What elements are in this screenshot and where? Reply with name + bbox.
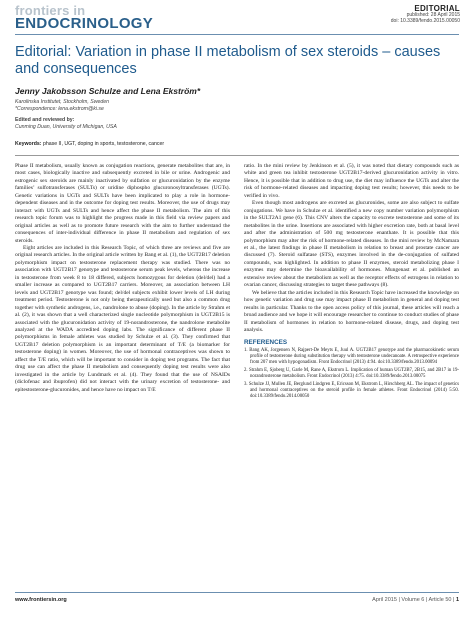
- footer-divider: [15, 592, 459, 593]
- journal-logo-line2: ENDOCRINOLOGY: [15, 15, 154, 32]
- affiliation: Karolinska Institutet, Stockholm, Sweden: [15, 99, 109, 105]
- reference-item[interactable]: 1. Bang AK, Jorgensen N, Rajpert-De Meyts E, Juul A. UGT2B17 genotype and the pharmacokinetic serum profile of testosterone during substitution therapy with testosterone undecanoate. A retrospective experience from 207 men with hypogonadism. Front Endocrinol (2013) 4:94. doi:10.3389/fendo.2013.00094: [244, 347, 459, 366]
- article-title: Editorial: Variation in phase II metabolism of sex steroids – causes and consequences: [15, 44, 441, 77]
- citation-text: April 2015 | Volume 6 | Article 50 |: [372, 597, 455, 603]
- article-citation: [372, 597, 459, 603]
- journal-logo[interactable]: [15, 4, 153, 31]
- body-paragraph: We believe that the articles included in this Research Topic have increased the knowledge on how genetic variation and drug use may impact phase II metabolism in general and doping test results in particular. Thanks to the open access policy of this journal, these articles will reach a broad audience and we hope it will encourage researcher to continue to conduct studies of phase II metabolism of hormones in relation to hormone-related disease, drugs, and doping test analysis.: [244, 289, 459, 333]
- keywords-value: phase II, UGT, doping in sports, testosterone, cancer: [42, 141, 165, 147]
- header-divider: [15, 34, 459, 35]
- author-info: [15, 99, 117, 131]
- body-column-right: [244, 163, 459, 402]
- article-type: EDITORIAL: [414, 4, 460, 13]
- body-paragraph: Even though most androgens are excreted as glucuronides, some are also subject to sulfate conjugations. We have in Schulze et al. identified a new copy number variation polymorphism in the SULT2A1 gene (6). This CNV alters the capacity to excrete testosterone and some of its metabolites in the urine. Insertions are associated with higher excretion rate, both at basal level and after the administration of 500 mg testosterone enanthate. It is possible that this polymorphism may alter the risk of hormone-related diseases. In the mini review by McNamara et al., the latest findings in phase II metabolism in relation to breast and prostate cancer are discussed (7). Steroid sulfatase (STS), enzymes involved in the de-conjugation of sulfated compounds, was highlighted. In addition to phase II enzymes, steroid metabolizing phase I enzymes may determine the bioavailability of hormones. Mungenast et al. published an extensive review about the metabolism as well as the receptor effects of estrogens in relation to ovarian cancer, discussing strategies to target these pathways (8).: [244, 200, 459, 289]
- references-heading: REFERENCES: [244, 339, 288, 347]
- body-column-left: [15, 163, 230, 394]
- journal-logo-line1: frontiers in: [15, 3, 86, 18]
- keywords: [15, 141, 164, 147]
- article-authors: Jenny Jakobsson Schulze and Lena Ekström*: [15, 86, 201, 96]
- journal-url[interactable]: www.frontiersin.org: [15, 597, 67, 603]
- published-date: published: 28 April 2015: [406, 12, 460, 19]
- reference-item[interactable]: 3. Schulze JJ, Mullen JE, Berglund Lindgren E, Ericsson M, Ekstrom L, Hirschberg AL. The impact of genetics and hormonal contraceptives on the steroid profile in female athletes. Front Endocrinol (2014) 5:50. doi:10.3389/fendo.2014.00050: [244, 381, 459, 400]
- reference-item[interactable]: 2. Strahm E, Sjoberg U, Garle M, Rane A, Ekstrom L. Implication of human UGT2B7, 2B15, and 2B17 in 19-norandrosterone metabolism. Front Endocrinol (2013) 4:75. doi:10.3389/fendo.2013.00075: [244, 367, 459, 380]
- body-paragraph: Phase II metabolism, usually known as conjugation reactions, generate metabolites that are, in most cases, biologically inactive and subsequently excreted in bile or urine. Androgenic and estrogenic sex steroids are mainly inactivated by sulfation or glucuronidation by the enzyme families’ sulfotransferases (SULTs) or uridine diphospho glucuronosyltransferases (UGTs). Genetic variations in UGTs and SULTs have been implicated to play a role in hormone-dependent diseases and in the outcome for doping test results. Moreover, the use of drugs may interact with UGTs and SULTs and hence affect the phase II metabolism. The aim of this research topic forum was to highlight the progress made in this field via review papers and original articles as well as to promote future research with the aim to further understand the consequences of inter-individual difference in phase II metabolism and regulation of sex steroids.: [15, 163, 230, 244]
- page-number: 1: [455, 597, 459, 603]
- edited-by-label: Edited and reviewed by:: [15, 117, 75, 124]
- abstract-divider: [15, 155, 459, 156]
- body-paragraph: ratio. In the mini review by Jenkinson et al. (5), it was noted that dietary compounds such as white and green tea inhibit testosterone UGT2B17-derived glucuronidation activity in vitro. Hence, it is possible that in addition to drug use, the diet may influence the UGTs and alter the risk of hormone-related diseases and impacting doping test results; however, this needs to be verified in vivo.: [244, 163, 459, 199]
- correspondence[interactable]: *Correspondence: lena.ekstrom@ki.se: [15, 106, 104, 113]
- article-meta: [391, 4, 460, 25]
- references-list: [244, 348, 459, 401]
- keywords-label: Keywords:: [15, 141, 42, 147]
- edited-by-value: Cunming Duan, University of Michigan, USA: [15, 124, 117, 131]
- body-paragraph: Eight articles are included in this Research Topic, of which three are reviews and five are original research articles. In the original article written by Bang et al. (1), the UGT2B17 deletion polymorphism impact on testosterone replacement therapy was studied. There was no association with UGT2B17 genotype and testosterone serum peak levels, whereas the increase in testosterone from week 8 to 18 differed, subjects homozygous for deletion (del/del) had a smaller increase as compared to UGT2B17 carriers. Moreover, an association between LH levels and UGT2B17 genotype was found; del/del subjects exhibit lower levels of LH during treatment period. Testosterone is not only being therapeutically used but also a common drug together with synthetic androgens, i.e., nandrolone to abuse (doping). In the article by Strahm et al. (2), it was shown that a well characterized single nucleotide polymorphism in UGT2B15 is associated with the glucuronidation activity of 19-norandrosterone, the nandrolone metabolite analyzed at the WADA accredited doping labs. The significance of different phase II polymorphisms in female athletes was studied by Schulze et al. (3). They confirmed that UGT2B17 deletion polymorphism is an important determinant of T/E (a biomarker for testosterone doping) in women. Moreover, the use of hormonal contraceptives was shown to affect the T/E ratio, which will be important to consider in doping test programs. The fact that drug use can affect the phase II metabolism and consequently doping test results were also investigated in the article by Lundmark et al. (4). They found that the use of NSAIDs (diclofenac and ibuprofen) did not interact with the urinary excretion of testosterone- and epitestosterone-glucuronides, and hence have no impact on T/E: [15, 244, 230, 393]
- article-doi[interactable]: doi: 10.3389/fendo.2015.00050: [390, 17, 460, 24]
